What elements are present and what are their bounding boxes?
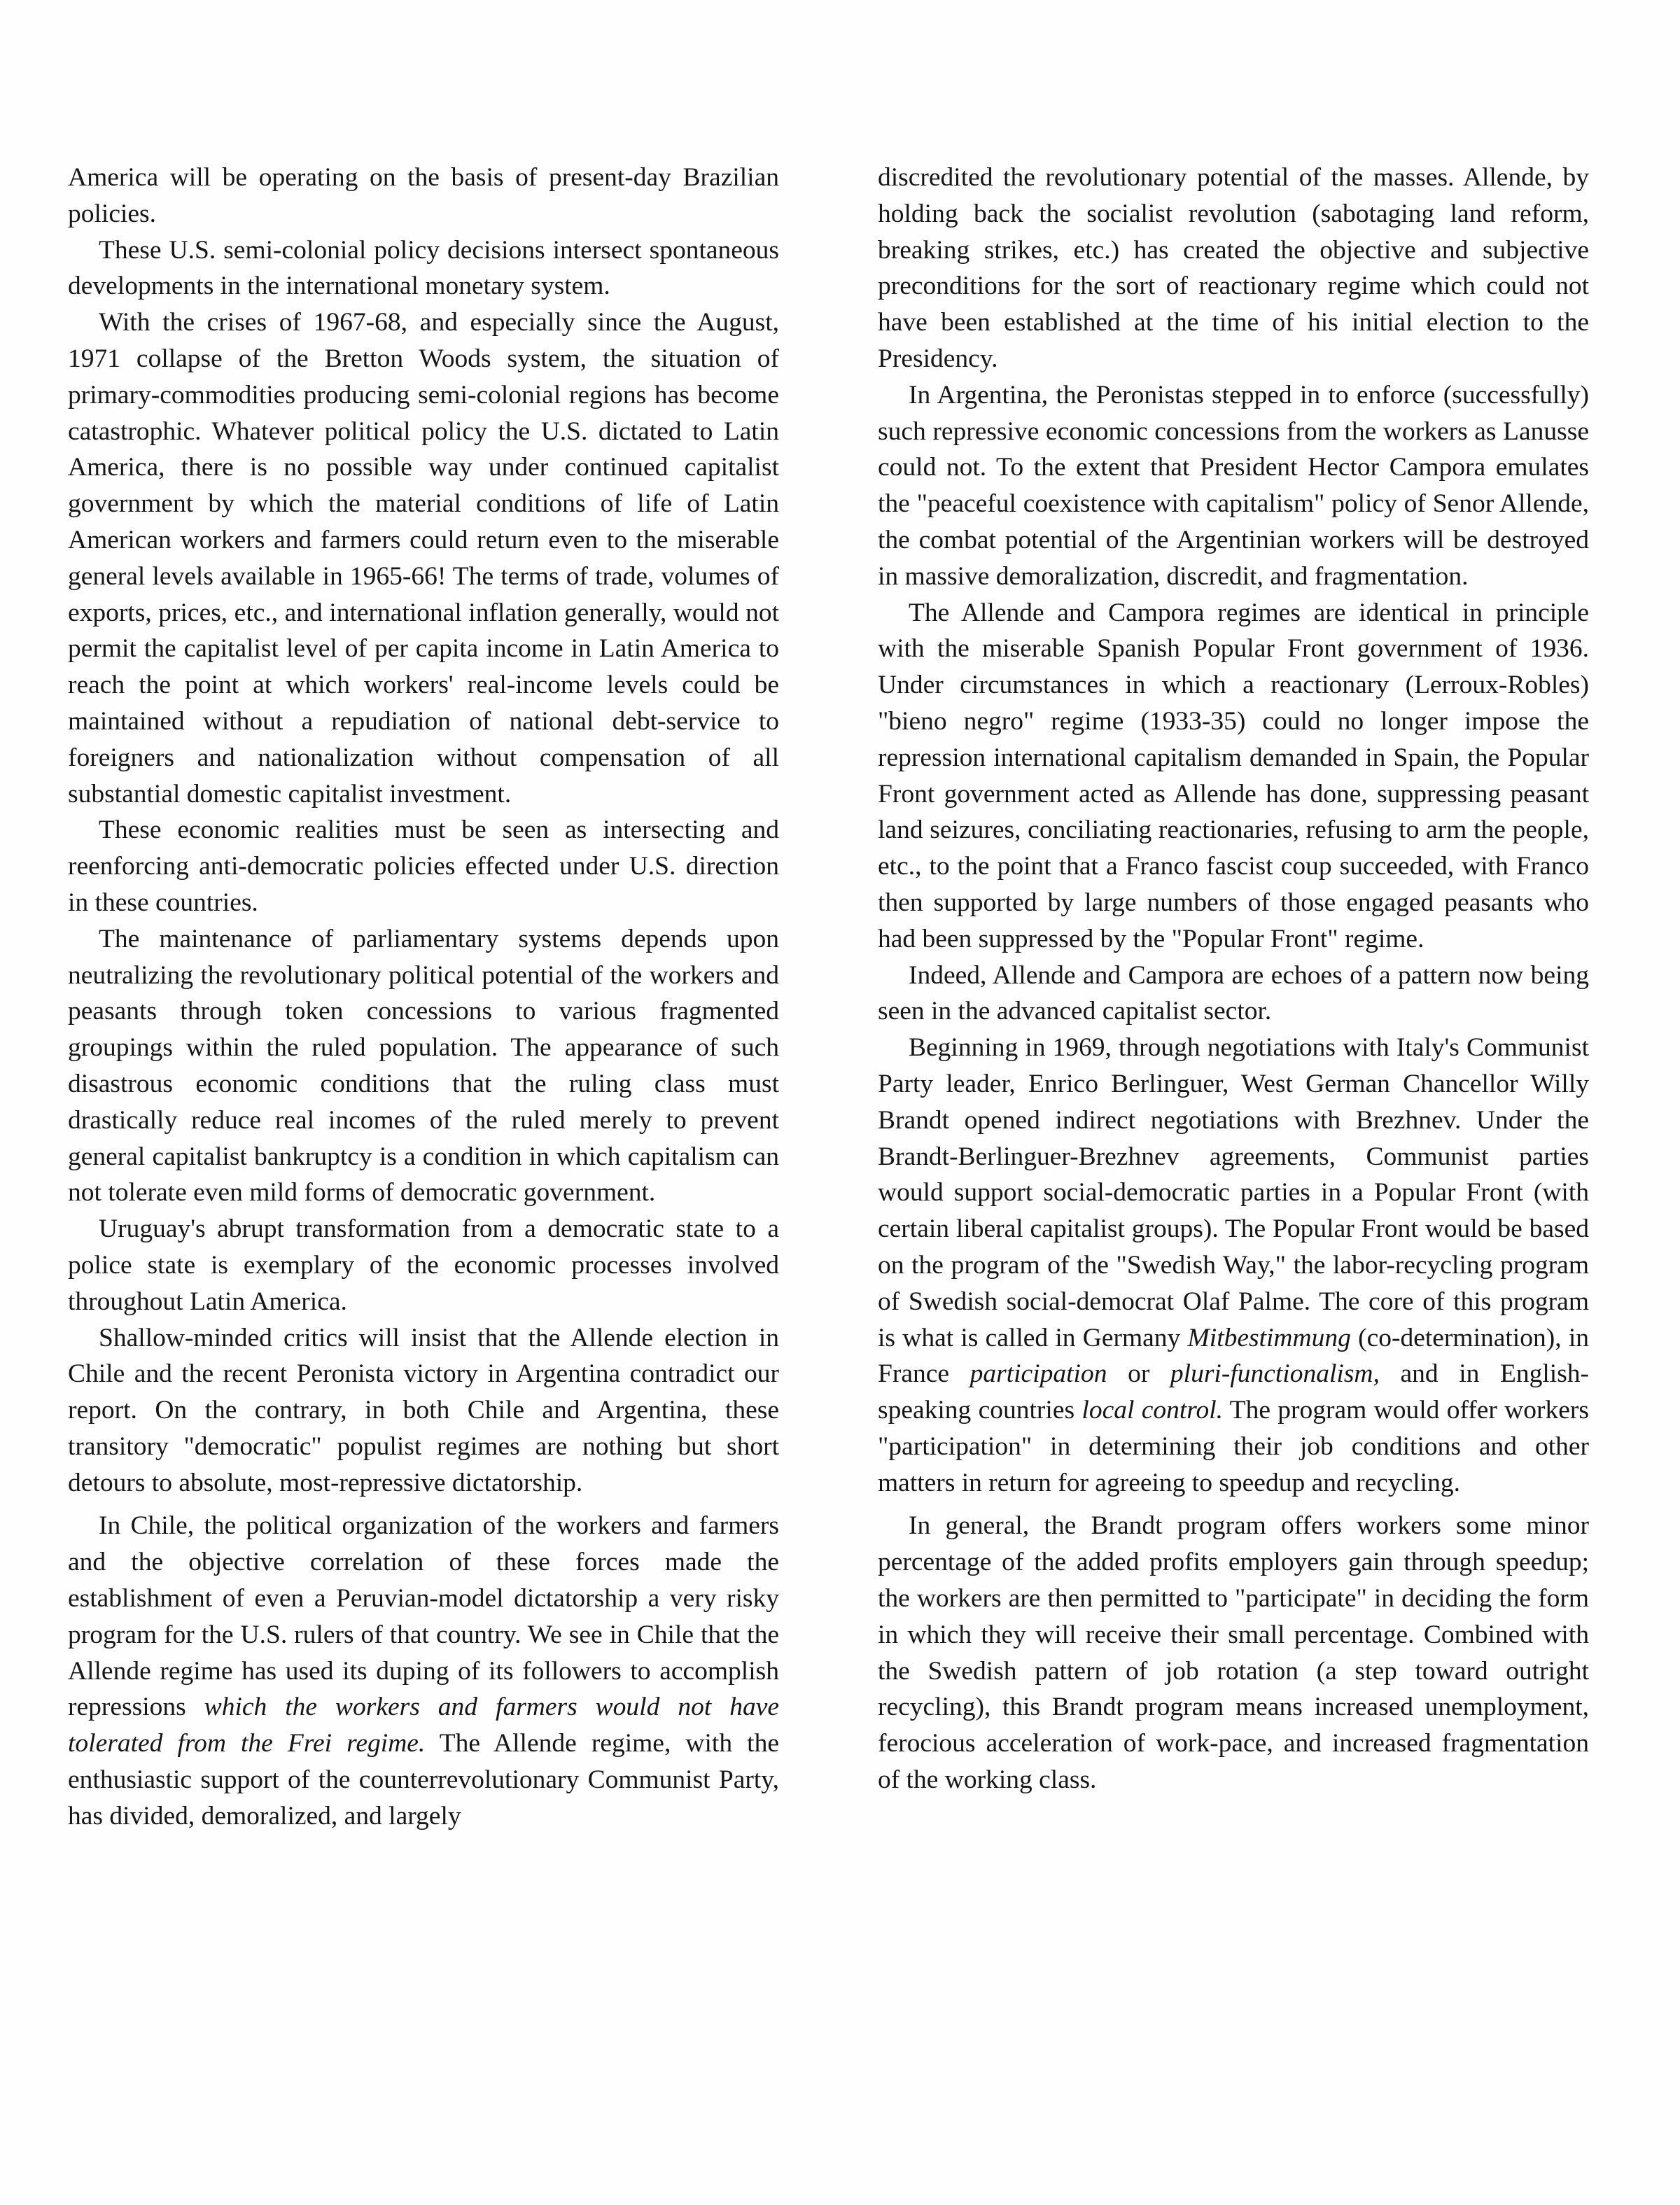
text-run: The program would offer workers "participation" in determining their job conditions and other matters in return for agreeing to speedup and recycling. bbox=[878, 1396, 1589, 1497]
text-run: (co-determination), in France bbox=[878, 1323, 1589, 1389]
text-run: and in English-speaking countries bbox=[878, 1359, 1590, 1425]
paragraph: These economic realities must be seen as intersecting and reenforcing anti-democratic policies effected under U.S. direction in these countries. bbox=[68, 816, 779, 917]
italic-text: pluri-functionalism, bbox=[1170, 1359, 1380, 1389]
text-run: The Allende regime, with the enthusiastic support of the counterrevolutionary Communist Party, has divided, demoralized, and largely bbox=[68, 1729, 779, 1830]
text-run: Beginning in 1969, through negotiations with Italy's Communist Party leader, Enrico Berlinguer, West German Chancellor Willy Brandt opened indirect negotiations with Brezhnev. Under the Brandt-Berlinguer-Brezhnev agreements, Communist parties would support social-democratic parties in a Popular Front (with certain liberal capitalist groups). The Popular Front would be based on the program of the "Swedish Way," the labor-recycling program of Swedish social-democrat Olaf Palme. The core of this program is what is called in Germany bbox=[878, 1033, 1589, 1352]
paragraph: Uruguay's abrupt transformation from a democratic state to a police state is exemplary of the economic processes involved throughout Latin America. bbox=[68, 1214, 779, 1316]
paragraph bbox=[68, 1508, 779, 1834]
right-column bbox=[878, 160, 1589, 1798]
paragraph: With the crises of 1967-68, and especially since the August, 1971 collapse of the Bretton Woods system, the situation of primary-commodities producing semi-colonial regions has become catastrophic. Whatever political policy the U.S. dictated to Latin America, there is no possible way under continued capitalist government by which the material conditions of life of Latin American workers and farmers could return even to the miserable general levels available in 1965-66! The terms of trade, volumes of exports, prices, etc., and international inflation generally, would not permit the capitalist level of per capita income in Latin America to reach the point at which workers' real-income levels could be maintained without a repudiation of national debt-service to foreigners and nationalization without compensation of all substantial domestic capitalist investment. bbox=[68, 308, 779, 808]
left-column bbox=[68, 160, 779, 1835]
italic-text: local control. bbox=[1082, 1396, 1224, 1425]
paragraph: America will be operating on the basis of present-day Brazilian policies. bbox=[68, 163, 779, 228]
paragraph: The Allende and Campora regimes are identical in principle with the miserable Spanish Popular Front government of 1936. Under circumstances in which a reactionary (Lerroux-Robles) "bieno negro" regime (1933-35) could no longer impose the repression international capitalism demanded in Spain, the Popular Front government acted as Allende has done, suppressing peasant land seizures, conciliating reactionaries, refusing to arm the people, etc., to the point that a Franco fascist coup succeeded, with Franco then supported by large numbers of those engaged peasants who had been suppressed by the "Popular Front" regime. bbox=[878, 598, 1589, 953]
paragraph: In general, the Brandt program offers workers some minor percentage of the added profits employers gain through speedup; the workers are then permitted to "participate" in deciding the form in which they will receive their small percentage. Combined with the Swedish pattern of job rotation (a step toward outright recycling), this Brandt program means increased unemployment, ferocious acceleration of work-pace, and increased fragmentation of the working class. bbox=[878, 1511, 1589, 1795]
paragraph bbox=[878, 1030, 1589, 1501]
text-run: or bbox=[1128, 1359, 1150, 1389]
italic-text: which the workers and farmers would not have tolerated from the Frei regime. bbox=[68, 1693, 779, 1758]
italic-text: participation bbox=[969, 1359, 1107, 1389]
text-run: In Chile, the political organization of the workers and farmers and the objective correlation of these forces made the establishment of even a Peruvian-model dictatorship a very risky program for the U.S. rulers of that country. We see in Chile that the Allende regime has used its duping of its followers to accomplish repressions bbox=[68, 1511, 779, 1722]
paragraph: discredited the revolutionary potential of the masses. Allende, by holding back the socialist revolution (sabotaging land reform, breaking strikes, etc.) has created the objective and subjective preconditions for the sort of reactionary regime which could not have been established at the time of his initial election to the Presidency. bbox=[878, 163, 1589, 373]
paragraph: Indeed, Allende and Campora are echoes of a pattern now being seen in the advanced capitalist sector. bbox=[878, 960, 1589, 1026]
paragraph: In Argentina, the Peronistas stepped in to enforce (successfully) such repressive economic concessions from the workers as Lanusse could not. To the extent that President Hector Campora emulates the "peaceful coexistence with capitalism" policy of Senor Allende, the combat potential of the Argentinian workers will be destroyed in massive demoralization, discredit, and fragmentation. bbox=[878, 380, 1589, 591]
paragraph: The maintenance of parliamentary systems depends upon neutralizing the revolutionary political potential of the workers and peasants through token concessions to various fragmented groupings within the ruled population. The appearance of such disastrous economic conditions that the ruling class must drastically reduce real incomes of the ruled merely to prevent general capitalist bankruptcy is a condition in which capitalism can not tolerate even mild forms of democratic government. bbox=[68, 924, 779, 1208]
paragraph: Shallow-minded critics will insist that the Allende election in Chile and the recent Peronista victory in Argentina contradict our report. On the contrary, in both Chile and Argentina, these transitory "democratic" populist regimes are nothing but short detours to absolute, most-repressive dictatorship. bbox=[68, 1323, 779, 1497]
paragraph: These U.S. semi-colonial policy decisions intersect spontaneous developments in the international monetary system. bbox=[68, 235, 779, 301]
italic-text: Mitbestimmung bbox=[1187, 1323, 1351, 1352]
